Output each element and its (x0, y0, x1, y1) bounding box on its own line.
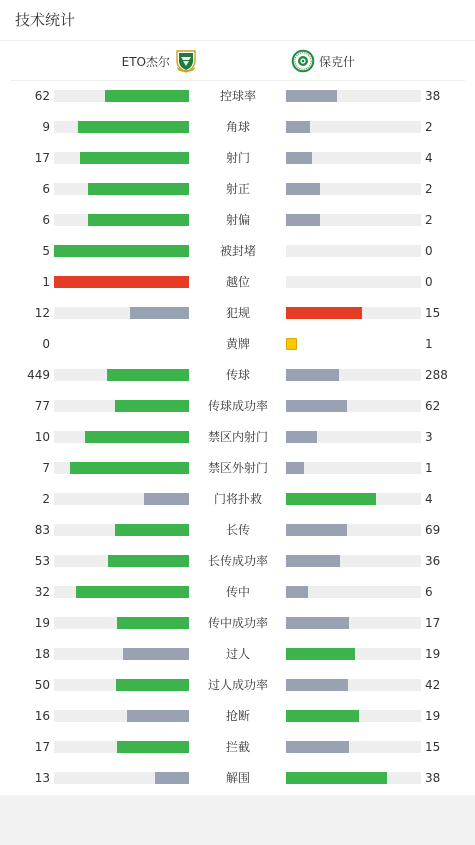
stat-label: 禁区外射门 (207, 461, 268, 475)
home-stat-value: 83 (34, 523, 50, 537)
stat-label: 过人成功率 (207, 678, 268, 692)
home-stat-value: 17 (34, 740, 50, 754)
home-stat-value: 0 (42, 337, 50, 351)
away-yellow-card-icon (286, 338, 297, 350)
home-stat-value: 16 (34, 709, 50, 723)
stat-label: 拦截 (225, 740, 250, 754)
away-bar-fill (286, 214, 320, 226)
away-stat-value: 17 (425, 616, 441, 630)
away-bar-track (286, 276, 421, 288)
away-stat-value: 1 (425, 461, 433, 475)
stat-label: 解围 (225, 771, 250, 785)
away-bar-fill (286, 152, 312, 164)
home-stat-value: 10 (34, 430, 50, 444)
stat-label: 过人 (225, 647, 250, 661)
away-bar-track (286, 648, 421, 660)
stat-row (0, 148, 475, 168)
home-bar-fill (76, 586, 189, 598)
away-stat-value: 38 (425, 771, 441, 785)
home-bar-fill (70, 462, 189, 474)
home-bar-track (54, 90, 189, 102)
stat-label: 射门 (225, 151, 250, 165)
stat-row (0, 179, 475, 199)
home-bar-fill (88, 183, 189, 195)
away-team[interactable] (291, 49, 355, 73)
home-stat-value: 6 (42, 213, 50, 227)
home-bar-fill (105, 90, 189, 102)
away-bar-fill (286, 741, 349, 753)
home-bar-track (54, 369, 189, 381)
home-bar-track (54, 307, 189, 319)
away-stat-value: 62 (425, 399, 441, 413)
home-stat-value: 6 (42, 182, 50, 196)
home-bar-track (54, 431, 189, 443)
away-stat-value: 2 (425, 182, 433, 196)
stat-label: 长传 (225, 523, 250, 537)
home-stat-value: 5 (42, 244, 50, 258)
home-stat-value: 17 (34, 151, 50, 165)
away-stat-value: 36 (425, 554, 441, 568)
home-bar-fill (85, 431, 189, 443)
stat-row (0, 396, 475, 416)
away-stat-value: 15 (425, 306, 441, 320)
away-bar-track (286, 90, 421, 102)
home-team-name: ETO杰尔 (121, 54, 170, 69)
stat-label: 传中 (225, 585, 250, 599)
away-bar-fill (286, 183, 320, 195)
away-bar-fill (286, 400, 347, 412)
away-bar-track (286, 493, 421, 505)
home-stat-value: 2 (42, 492, 50, 506)
away-bar-track (286, 121, 421, 133)
away-bar-fill (286, 90, 337, 102)
home-stat-value: 1 (42, 275, 50, 289)
stat-row (0, 241, 475, 261)
away-team-name: 保克什 (319, 54, 356, 69)
stat-row (0, 520, 475, 540)
away-bar-track (286, 555, 421, 567)
stat-label: 抢断 (225, 709, 250, 723)
away-bar-fill (286, 648, 355, 660)
stat-row (0, 644, 475, 664)
away-bar-track (286, 307, 421, 319)
away-bar-track (286, 679, 421, 691)
stat-row (0, 334, 475, 354)
stat-row (0, 458, 475, 478)
home-bar-fill (155, 772, 189, 784)
away-bar-fill (286, 524, 347, 536)
away-stat-value: 288 (425, 368, 448, 382)
away-bar-track (286, 214, 421, 226)
away-bar-fill (286, 679, 348, 691)
away-stat-value: 6 (425, 585, 433, 599)
home-bar-fill (80, 152, 189, 164)
away-bar-track (286, 710, 421, 722)
home-bar-fill (127, 710, 189, 722)
stat-row (0, 737, 475, 757)
page-title: 技术统计 (15, 11, 76, 29)
away-bar-fill (286, 121, 310, 133)
home-bar-fill (115, 524, 189, 536)
away-bar-fill (286, 710, 359, 722)
home-bar-track (54, 710, 189, 722)
away-bar-track (286, 617, 421, 629)
home-stat-value: 32 (34, 585, 50, 599)
home-bar-track (54, 679, 189, 691)
stat-row (0, 303, 475, 323)
away-stat-value: 2 (425, 213, 433, 227)
stat-label: 控球率 (219, 89, 256, 103)
away-bar-fill (286, 431, 317, 443)
away-bar-fill (286, 772, 387, 784)
away-stat-value: 0 (425, 275, 433, 289)
home-bar-track (54, 524, 189, 536)
home-team[interactable] (122, 49, 198, 73)
stat-row (0, 272, 475, 292)
away-bar-track (286, 462, 421, 474)
away-bar-track (286, 245, 421, 257)
away-bar-fill (286, 307, 362, 319)
stat-row (0, 489, 475, 509)
home-bar-track (54, 586, 189, 598)
stat-label: 射正 (225, 182, 250, 196)
home-bar-fill (130, 307, 189, 319)
stat-label: 门将扑救 (213, 492, 262, 506)
stat-label: 禁区内射门 (207, 430, 268, 444)
home-bar-track (54, 183, 189, 195)
home-stat-value: 19 (34, 616, 50, 630)
stat-row (0, 365, 475, 385)
away-stat-value: 19 (425, 709, 441, 723)
home-bar-track (54, 214, 189, 226)
stat-row (0, 675, 475, 695)
away-bar-fill (286, 462, 304, 474)
away-stat-value: 2 (425, 120, 433, 134)
home-bar-fill (117, 741, 189, 753)
stat-row (0, 551, 475, 571)
away-bar-track (286, 524, 421, 536)
home-bar-fill (107, 369, 189, 381)
home-bar-track (54, 617, 189, 629)
home-stat-value: 53 (34, 554, 50, 568)
home-bar-fill (117, 617, 189, 629)
home-stat-value: 62 (34, 89, 50, 103)
away-bar-track (286, 772, 421, 784)
stat-row (0, 706, 475, 726)
away-bar-track (286, 369, 421, 381)
home-bar-track (54, 121, 189, 133)
home-bar-fill (78, 121, 189, 133)
home-stat-value: 7 (42, 461, 50, 475)
home-bar-track (54, 772, 189, 784)
away-bar-fill (286, 555, 340, 567)
away-stat-value: 69 (425, 523, 441, 537)
away-bar-fill (286, 369, 339, 381)
home-bar-track (54, 493, 189, 505)
home-bar-track (54, 276, 189, 288)
stat-label: 犯规 (225, 306, 250, 320)
home-bar-fill (54, 245, 189, 257)
away-stat-value: 3 (425, 430, 433, 444)
home-bar-track (54, 462, 189, 474)
away-bar-fill (286, 493, 376, 505)
stat-label: 射偏 (225, 213, 250, 227)
stat-row (0, 582, 475, 602)
stat-label: 长传成功率 (207, 554, 268, 568)
away-bar-fill (286, 586, 308, 598)
home-bar-fill (108, 555, 189, 567)
home-bar-track (54, 245, 189, 257)
home-bar-fill (54, 276, 189, 288)
stat-row (0, 613, 475, 633)
away-stat-value: 38 (425, 89, 441, 103)
away-stat-value: 19 (425, 647, 441, 661)
stat-label: 传球 (225, 368, 250, 382)
away-bar-track (286, 431, 421, 443)
home-bar-track (54, 400, 189, 412)
away-stat-value: 0 (425, 244, 433, 258)
away-stat-value: 4 (425, 492, 433, 506)
home-stat-value: 449 (27, 368, 50, 382)
stat-row (0, 768, 475, 788)
stat-label: 被封堵 (219, 244, 256, 258)
home-bar-track (54, 648, 189, 660)
home-stat-value: 13 (34, 771, 50, 785)
home-bar-fill (123, 648, 189, 660)
home-bar-fill (116, 679, 189, 691)
home-stat-value: 50 (34, 678, 50, 692)
away-stat-value: 1 (425, 337, 433, 351)
paksi-crest-icon (291, 49, 315, 73)
home-stat-value: 9 (42, 120, 50, 134)
home-bar-track (54, 741, 189, 753)
home-stat-value: 18 (34, 647, 50, 661)
stat-row (0, 117, 475, 137)
away-bar-track (286, 183, 421, 195)
home-bar-track (54, 555, 189, 567)
stat-label: 传球成功率 (207, 399, 268, 413)
home-stat-value: 77 (34, 399, 50, 413)
away-bar-track (286, 400, 421, 412)
home-bar-track (54, 152, 189, 164)
away-stat-value: 15 (425, 740, 441, 754)
stat-row (0, 86, 475, 106)
teams-header (10, 41, 465, 81)
away-bar-fill (286, 617, 349, 629)
eto-gyor-crest-icon (174, 49, 198, 73)
stat-label: 角球 (225, 120, 250, 134)
stat-label: 越位 (225, 275, 250, 289)
home-bar-fill (88, 214, 189, 226)
away-stat-value: 42 (425, 678, 441, 692)
away-stat-value: 4 (425, 151, 433, 165)
stat-label: 传中成功率 (207, 616, 268, 630)
away-bar-track (286, 152, 421, 164)
stat-row (0, 427, 475, 447)
home-bar-fill (115, 400, 189, 412)
home-stat-value: 12 (34, 306, 50, 320)
home-bar-fill (144, 493, 189, 505)
stat-row (0, 210, 475, 230)
away-bar-track (286, 586, 421, 598)
stat-label: 黄牌 (225, 337, 250, 351)
away-bar-track (286, 741, 421, 753)
